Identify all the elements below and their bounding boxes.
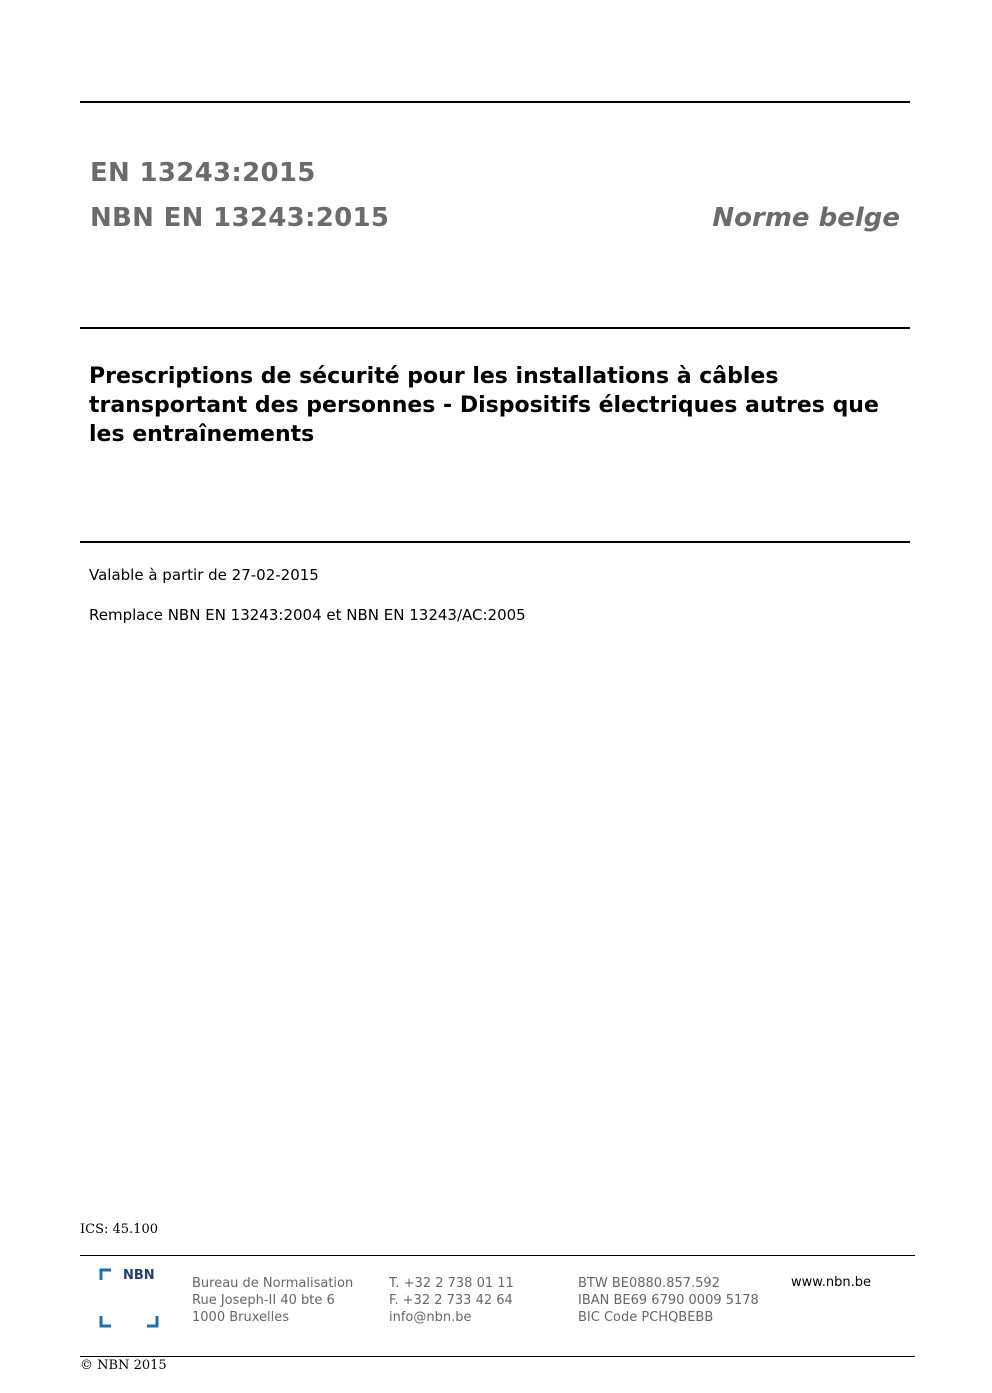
norm-type-label: Norme belge <box>712 203 900 233</box>
footer-contact <box>389 1275 514 1326</box>
bic: BIC Code PCHQBEBB <box>578 1310 714 1325</box>
footer-bottom-rule <box>80 1356 915 1357</box>
logo-text: NBN <box>123 1268 155 1283</box>
email-link[interactable]: info@nbn.be <box>389 1310 472 1325</box>
top-rule <box>80 101 910 103</box>
ics-code: ICS: 45.100 <box>80 1222 158 1237</box>
replaces: Remplace NBN EN 13243:2004 et NBN EN 13243/AC:2005 <box>89 606 526 624</box>
document-title: Prescriptions de sécurité pour les installations à câbles transportant des personnes - Dispositifs électriques autres que les entraînements <box>89 364 879 447</box>
nbn-logo <box>99 1268 161 1330</box>
vat-number: BTW BE0880.857.592 <box>578 1276 720 1291</box>
copyright: © NBN 2015 <box>80 1358 167 1373</box>
header-rule <box>80 327 910 329</box>
footer-address <box>192 1275 353 1326</box>
address-line: Rue Joseph-II 40 bte 6 <box>192 1293 335 1308</box>
address-line: Bureau de Normalisation <box>192 1276 354 1291</box>
fax: F. +32 2 733 42 64 <box>389 1293 513 1308</box>
address-line: 1000 Bruxelles <box>192 1310 290 1325</box>
valid-from: Valable à partir de 27-02-2015 <box>89 566 319 584</box>
title-rule <box>80 541 910 543</box>
website-link[interactable]: www.nbn.be <box>791 1275 871 1290</box>
footer-bank <box>578 1275 759 1326</box>
standard-code-en: EN 13243:2015 <box>90 158 316 188</box>
standard-code-nbn: NBN EN 13243:2015 <box>90 203 390 233</box>
phone: T. +32 2 738 01 11 <box>389 1276 514 1291</box>
iban: IBAN BE69 6790 0009 5178 <box>578 1293 759 1308</box>
footer-top-rule <box>80 1255 915 1256</box>
